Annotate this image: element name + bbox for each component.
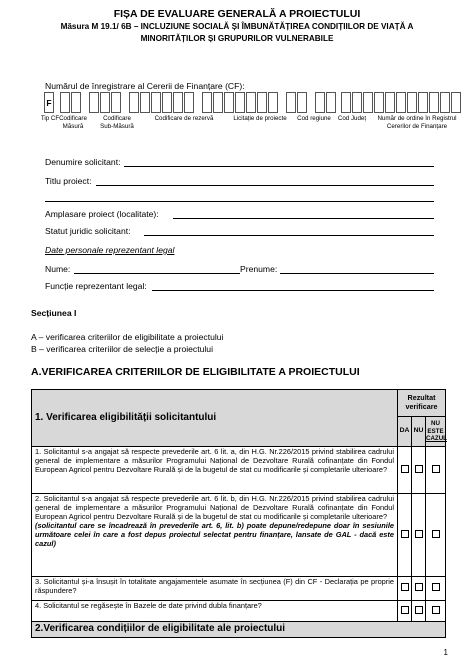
- caption-cod-regiune: Cod regiune: [297, 115, 331, 122]
- registration-digit-box[interactable]: [418, 92, 428, 113]
- registration-digit-box[interactable]: [341, 92, 351, 113]
- caption-codificare-rezerva: Codificare de rezervă: [154, 115, 214, 122]
- registration-digit-box[interactable]: [352, 92, 362, 113]
- registration-digit-box[interactable]: [429, 92, 439, 113]
- caption-cod-judet: Cod Județ: [337, 115, 367, 122]
- verification-table: [31, 389, 446, 638]
- table-row: [32, 494, 446, 577]
- verification-rows: [32, 447, 446, 622]
- registration-digit-box[interactable]: [257, 92, 267, 113]
- functie-field[interactable]: [152, 290, 434, 291]
- result-cell-nu-este-cazul: [426, 577, 446, 601]
- denumire-field[interactable]: [124, 166, 434, 167]
- checkbox-nu-este-cazul[interactable]: [432, 530, 440, 538]
- checkbox-da[interactable]: [401, 583, 409, 591]
- page-subtitle-line2: MINORITĂȚILOR ȘI GRUPURILOR VULNERABILE: [140, 34, 334, 43]
- registration-digit-box[interactable]: [246, 92, 256, 113]
- registration-digit-box[interactable]: [451, 92, 461, 113]
- criterion-question: 2. Solicitantul s-a angajat să respecte prevederile art. 6 lit. b, din H.G. Nr.226/2015 privind stabilirea cadrului general de implementare a măsurilor Programului Național de Dezvoltare Rurală cofinanțate din Fondul European Agricol pentru Dezvoltare Rurală și de la bugetul de stat cu modificarile și completarile ulterioare?: [35, 494, 394, 521]
- section-heading: Secțiunea I: [31, 308, 77, 318]
- col-nu-este-cazul-l1: NU: [431, 420, 440, 428]
- part-a-title: A.VERIFICAREA CRITERIILOR DE ELIGIBILITATE A PROIECTULUI: [31, 366, 360, 378]
- page-subtitle-line1: Măsura M 19.1/ 6B – INCLUZIUNE SOCIALĂ ȘI ÎMBUNĂTĂȚIREA CONDIȚIILOR DE VIAȚĂ A: [60, 22, 414, 31]
- checkbox-nu-este-cazul[interactable]: [432, 606, 440, 614]
- nume-field[interactable]: [74, 273, 240, 274]
- titlu-label: Titlu proiect:: [45, 176, 92, 186]
- checkbox-nu-este-cazul[interactable]: [432, 583, 440, 591]
- registration-digit-box[interactable]: [224, 92, 234, 113]
- checkbox-nu[interactable]: [415, 606, 423, 614]
- result-cell-da: [398, 577, 412, 601]
- result-cell-nu: [412, 447, 426, 494]
- checkbox-nu[interactable]: [415, 465, 423, 473]
- result-cell-nu-este-cazul: [426, 601, 446, 622]
- registration-digit-box[interactable]: [286, 92, 296, 113]
- registration-digit-box[interactable]: [129, 92, 139, 113]
- criterion-text: [32, 601, 398, 622]
- registration-digit-box[interactable]: [374, 92, 384, 113]
- page-title: FIȘA DE EVALUARE GENERALĂ A PROIECTULUI: [113, 8, 361, 20]
- registration-digit-box[interactable]: [184, 92, 194, 113]
- registration-digit-box[interactable]: [315, 92, 325, 113]
- registration-digit-box[interactable]: [213, 92, 223, 113]
- checkbox-da[interactable]: [401, 606, 409, 614]
- registration-digit-box[interactable]: [396, 92, 406, 113]
- amplasare-field[interactable]: [173, 218, 434, 219]
- caption-tip-cf: Tip CF: [40, 115, 60, 122]
- registration-digit-box[interactable]: [140, 92, 150, 113]
- amplasare-label: Amplasare proiect (localitate):: [45, 209, 159, 219]
- criterion-question: 3. Solicitantul și-a însușit în totalitate angajamentele asumate în secțiunea (F) din CF - Declarația pe proprie răspundere?: [35, 577, 394, 595]
- checkbox-da[interactable]: [401, 465, 409, 473]
- page-number: 1: [443, 648, 448, 657]
- titlu-field[interactable]: [96, 185, 434, 186]
- prenume-label: Prenume:: [240, 264, 278, 274]
- registration-digit-box[interactable]: [297, 92, 307, 113]
- registration-digit-box[interactable]: [363, 92, 373, 113]
- functie-label: Funcție reprezentant legal:: [45, 281, 147, 291]
- registration-digit-box[interactable]: [202, 92, 212, 113]
- checkbox-nu-este-cazul[interactable]: [432, 465, 440, 473]
- checkbox-da[interactable]: [401, 530, 409, 538]
- registration-label: Numărul de înregistrare al Cererii de Finanțare (CF):: [45, 81, 245, 91]
- checkbox-nu[interactable]: [415, 583, 423, 591]
- titlu-field-line2[interactable]: [45, 201, 434, 202]
- result-cell-da: [398, 494, 412, 577]
- criterion-text: [32, 494, 398, 577]
- checkbox-nu[interactable]: [415, 530, 423, 538]
- nume-label: Nume:: [45, 264, 71, 274]
- col-nu-este-cazul-l2: ESTE: [427, 427, 444, 435]
- caption-licitatie: Licitație de proiecte: [233, 115, 287, 122]
- criterion-text: [32, 447, 398, 494]
- section-a-line: A – verificarea criteriilor de eligibilitate a proiectului: [31, 332, 224, 342]
- registration-digit-box[interactable]: [385, 92, 395, 113]
- registration-digit-box[interactable]: [268, 92, 278, 113]
- registration-digit-box[interactable]: [111, 92, 121, 113]
- section-b-line: B – verificarea criteriilor de selecție a proiectului: [31, 344, 213, 354]
- registration-digit-box[interactable]: [407, 92, 417, 113]
- registration-digit-box[interactable]: [151, 92, 161, 113]
- criterion-question: 1. Solicitantul s-a angajat să respecte prevederile art. 6 lit. a, din H.G. Nr.226/2015 privind stabilirea cadrului general de implementare a măsurilor Programului Național de Dezvoltare Rurală cofinanțate din Fondul European Agricol pentru Dezvoltare Rurală și de la bugetul de stat cu modificarile și completarile ulterioare?: [35, 447, 394, 474]
- col-da: DA: [398, 416, 412, 446]
- registration-digit-box[interactable]: [100, 92, 110, 113]
- rezultat-header: Rezultat verificare: [398, 390, 446, 417]
- table-row: [32, 601, 446, 622]
- col-nu-este-cazul: [426, 416, 446, 446]
- registration-digit-box[interactable]: [44, 92, 54, 113]
- registration-digit-box[interactable]: [440, 92, 450, 113]
- registration-digit-box[interactable]: [173, 92, 183, 113]
- criterion-note: (solicitantul care se încadrează în prevederile art. 6, lit. b) poate depune/redepune doar în sesiunile următoare celei în care a fost depus proiectul selectat pentru finanțare, lansate de GAL - dacă este cazul): [35, 520, 394, 548]
- group2-row: [32, 622, 446, 638]
- caption-codificare-submasura: Codificare Sub-Măsură: [100, 115, 134, 130]
- registration-digit-box[interactable]: [162, 92, 172, 113]
- result-cell-da: [398, 601, 412, 622]
- group1-title: 1. Verificarea eligibilității solicitantului: [32, 390, 398, 447]
- table-row: [32, 577, 446, 601]
- registration-digit-box[interactable]: [89, 92, 99, 113]
- denumire-label: Denumire solicitant:: [45, 157, 121, 167]
- date-personale-heading: Date personale reprezentant legal: [45, 245, 175, 255]
- col-nu-este-cazul-l3: CAZUL: [426, 435, 447, 443]
- result-cell-nu: [412, 494, 426, 577]
- table-header-row: [32, 390, 446, 417]
- table-row: [32, 447, 446, 494]
- result-cell-nu: [412, 577, 426, 601]
- result-cell-nu-este-cazul: [426, 447, 446, 494]
- prenume-field[interactable]: [280, 273, 434, 274]
- group2-title: 2.Verificarea condițiilor de eligibilitate ale proiectului: [32, 622, 446, 638]
- result-cell-nu-este-cazul: [426, 494, 446, 577]
- registration-digit-box[interactable]: [60, 92, 70, 113]
- statut-label: Statut juridic solicitant:: [45, 226, 131, 236]
- caption-nr-ordine: Număr de ordine în Registrul Cererilor de Finanțare: [377, 115, 457, 130]
- result-cell-nu: [412, 601, 426, 622]
- statut-field[interactable]: [144, 235, 434, 236]
- registration-digit-box[interactable]: [71, 92, 81, 113]
- result-cell-da: [398, 447, 412, 494]
- registration-first-digit: F: [46, 98, 52, 108]
- criterion-question: 4. Solicitantul se regăsește în Bazele de date privind dubla finanțare?: [35, 601, 262, 610]
- registration-digit-box[interactable]: [326, 92, 336, 113]
- caption-codificare-masura: Codificare Măsură: [59, 115, 87, 130]
- registration-digit-box[interactable]: [235, 92, 245, 113]
- criterion-text: [32, 577, 398, 601]
- col-nu: NU: [412, 416, 426, 446]
